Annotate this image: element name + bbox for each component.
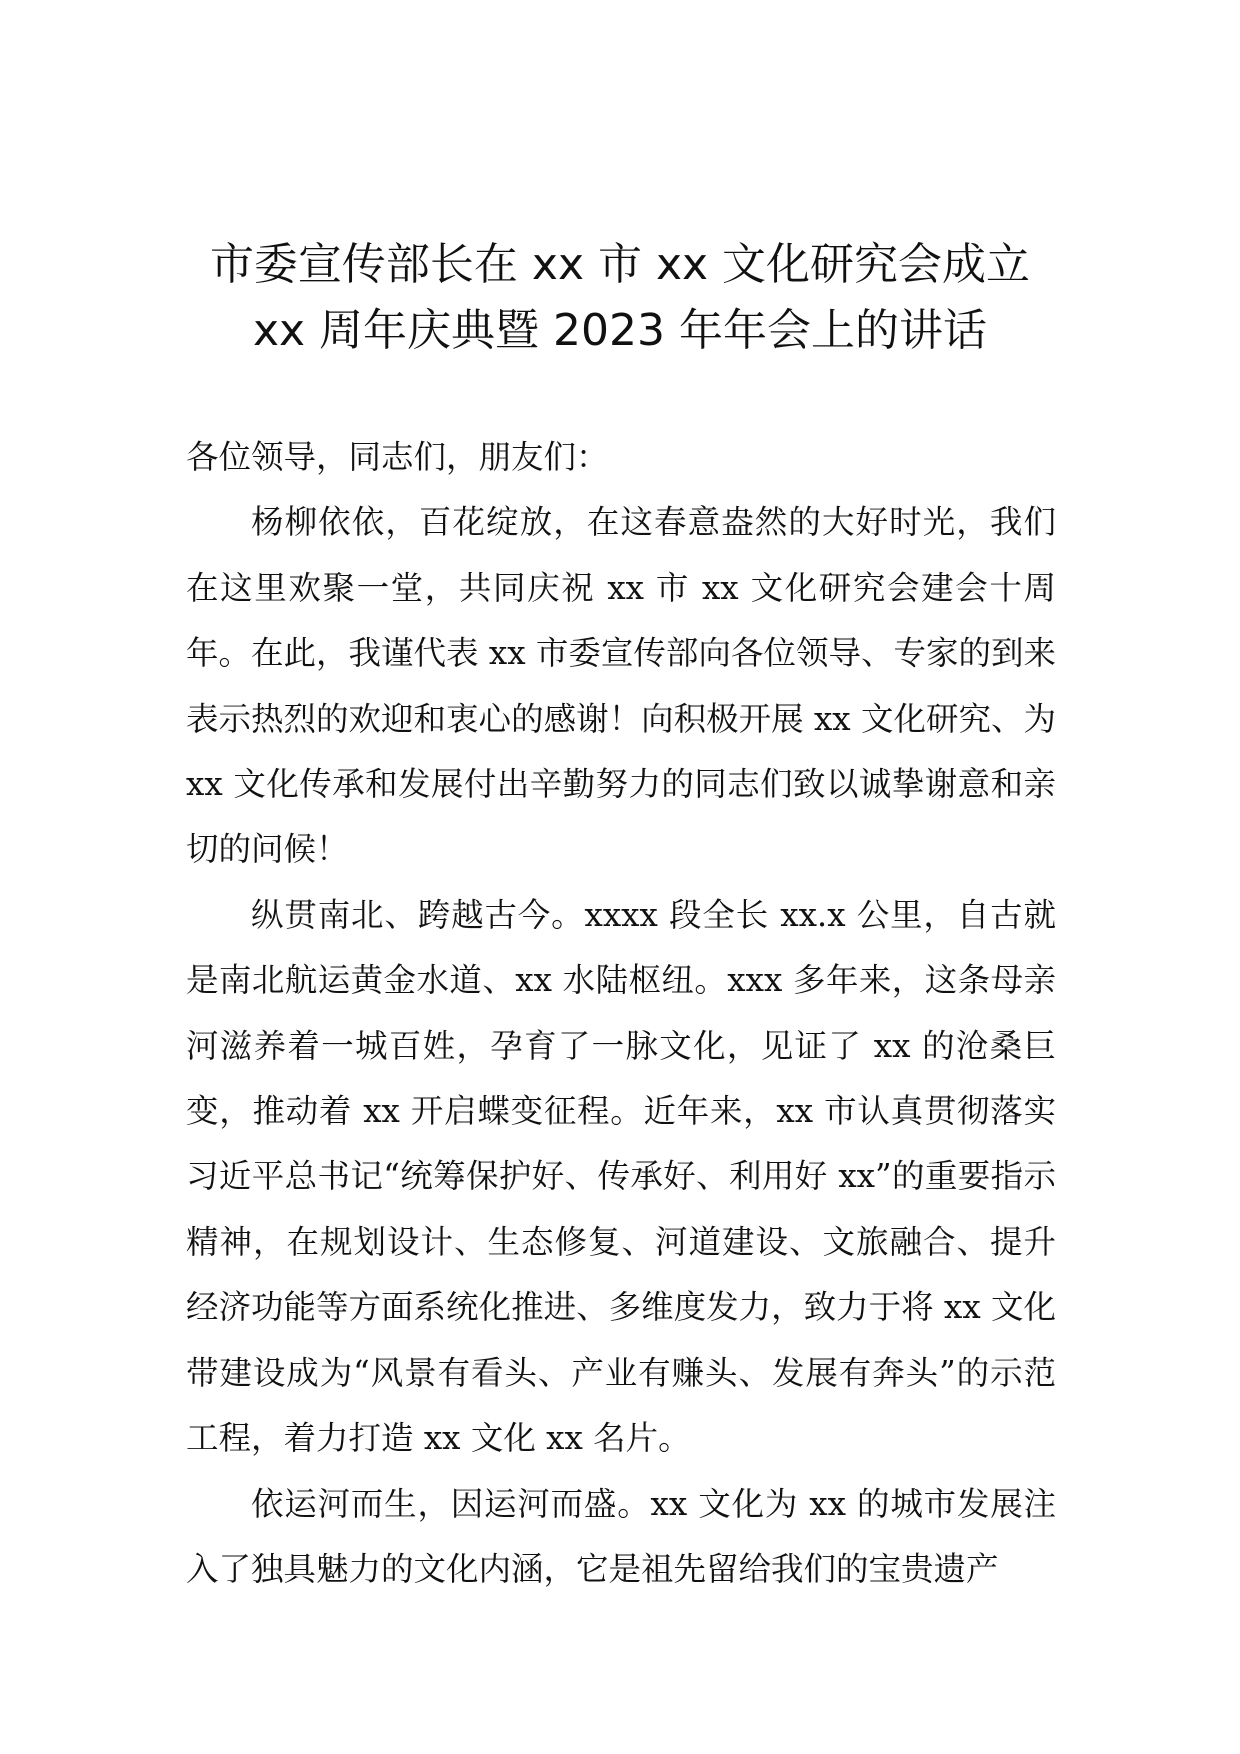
paragraph-2: 纵贯南北、跨越古今。xxxx 段全长 xx.x 公里，自古就是南北航运黄金水道、xx 水陆枢纽。xxx 多年来，这条母亲河滋养着一城百姓，孕育了一脉文化，见证了 xx 的沧桑巨变，推动着 xx 开启蝶变征程。近年来，xx 市认真贯彻落实习近平总书记“统筹保护好、传承好、利用好 xx”的重要指示精神，在规划设计、生态修复、河道建设、文旅融合、提升经济功能等方面系统化推进、多维度发力，致力于将 xx 文化带建设成为“风景有看头、产业有赚头、发展有奔头”的示范工程，着力打造 xx 文化 xx 名片。 — [186, 895, 1056, 1458]
document-body — [186, 425, 1056, 1602]
paragraph-3: 依运河而生，因运河而盛。xx 文化为 xx 的城市发展注入了独具魅力的文化内涵，它是祖先留给我们的宝贵遗产 — [186, 1484, 1056, 1588]
title-line-2: xx 周年庆典暨 2023 年年会上的讲话 — [252, 305, 987, 356]
paragraph-1: 杨柳依依，百花绽放，在这春意盎然的大好时光，我们在这里欢聚一堂，共同庆祝 xx 市 xx 文化研究会建会十周年。在此，我谨代表 xx 市委宣传部向各位领导、专家的到来表示热烈的欢迎和衷心的感谢！向积极开展 xx 文化研究、为 xx 文化传承和发展付出辛勤努力的同志们致以诚挚谢意和亲切的问候！ — [186, 503, 1056, 869]
salutation: 各位领导，同志们，朋友们： — [186, 438, 609, 476]
title-line-1: 市委宣传部长在 xx 市 xx 文化研究会成立 — [209, 239, 1031, 290]
document-title — [150, 232, 1090, 364]
